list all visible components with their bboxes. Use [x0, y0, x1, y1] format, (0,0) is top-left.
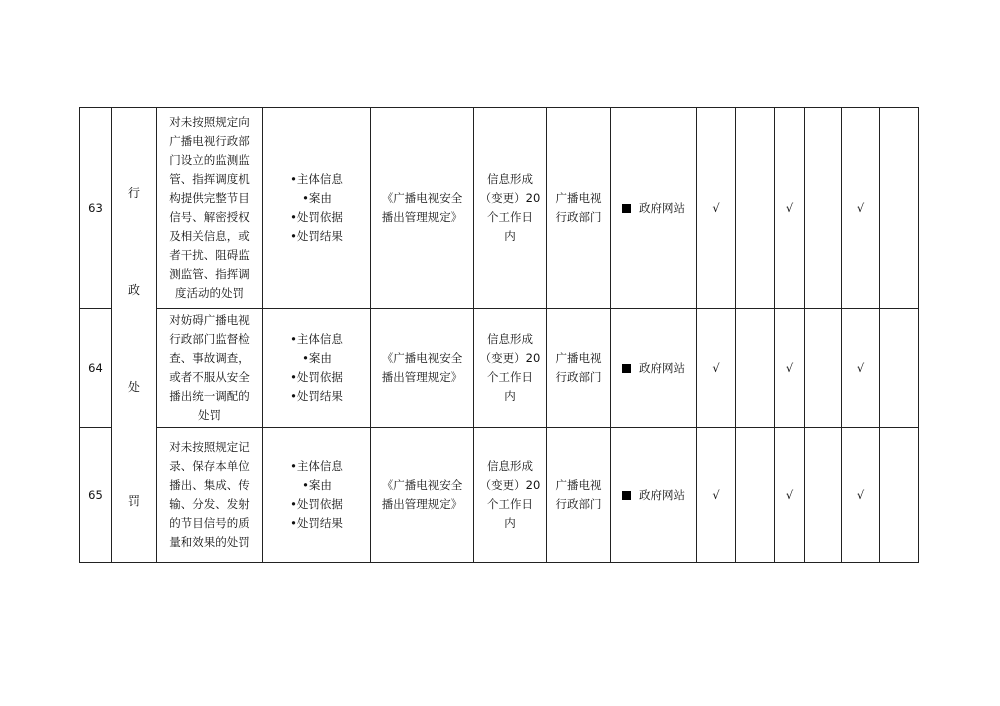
- content-list: [290, 457, 343, 533]
- matter-cell: [157, 108, 263, 309]
- time-limit-cell: [474, 428, 547, 563]
- content-item: •主体信息: [290, 172, 343, 186]
- black-square-icon: [622, 491, 631, 500]
- cell-line: 度活动的处罚: [175, 286, 244, 300]
- channel-label: 政府网站: [639, 200, 685, 215]
- content-list: [290, 330, 343, 406]
- channel-cell: [611, 108, 697, 309]
- row-number: 63: [80, 108, 112, 309]
- content-item: •主体信息: [290, 332, 343, 346]
- content-cell: [263, 428, 371, 563]
- content-item: •案由: [302, 351, 332, 365]
- content-item: •处罚依据: [290, 370, 343, 384]
- basis-cell: [371, 428, 474, 563]
- table-row: [80, 108, 919, 309]
- cell-line: 播出、集成、传: [169, 478, 250, 492]
- cell-line: 《广播电视安全: [381, 191, 463, 205]
- check-mark-cell: √: [697, 108, 736, 309]
- content-item: •案由: [302, 478, 332, 492]
- disclosure-table: [79, 107, 919, 563]
- check-mark-cell: √: [842, 108, 880, 309]
- check-mark-cell: √: [775, 428, 805, 563]
- content-item: •处罚结果: [290, 389, 343, 403]
- content-item: •主体信息: [290, 459, 343, 473]
- empty-cell: [880, 428, 919, 563]
- cell-line: 的节目信号的质: [169, 516, 250, 530]
- empty-cell: [805, 428, 842, 563]
- cell-line: 内: [504, 229, 516, 243]
- row-number: 65: [80, 428, 112, 563]
- cell-line: 行政部门: [555, 497, 602, 511]
- cell-line: 对未按照规定记: [169, 440, 250, 454]
- cell-line: 行政部门监督检: [169, 332, 250, 346]
- cell-line: 查、事故调查，: [169, 351, 250, 365]
- empty-cell: [736, 108, 775, 309]
- cell-line: 量和效果的处罚: [169, 535, 250, 549]
- cell-line: 输、分发、发射: [169, 497, 250, 511]
- content-item: •处罚结果: [290, 229, 343, 243]
- category-char: 政: [127, 283, 140, 297]
- cell-line: 门设立的监测监: [169, 153, 250, 167]
- cell-line: 播出管理规定》: [381, 210, 463, 224]
- basis-cell: [371, 309, 474, 428]
- cell-line: 播出管理规定》: [381, 370, 463, 384]
- check-mark-cell: √: [775, 309, 805, 428]
- content-item: •处罚依据: [290, 210, 343, 224]
- cell-line: 内: [504, 389, 516, 403]
- empty-cell: [880, 309, 919, 428]
- category-char: 罚: [127, 494, 140, 508]
- cell-line: 行政部门: [555, 370, 602, 384]
- cell-line: 者干扰、阻碍监: [169, 248, 250, 262]
- category-cell: [112, 108, 157, 563]
- subject-cell: [547, 108, 611, 309]
- cell-line: 管、指挥调度机: [169, 172, 250, 186]
- cell-line: 信息形成: [487, 459, 533, 473]
- table-row: [80, 309, 919, 428]
- cell-line: 测监管、指挥调: [169, 267, 250, 281]
- cell-line: 行政部门: [555, 210, 602, 224]
- cell-line: 《广播电视安全: [381, 351, 463, 365]
- cell-line: 对妨碍广播电视: [169, 313, 250, 327]
- channel-label: 政府网站: [639, 360, 685, 375]
- basis-cell: [371, 108, 474, 309]
- cell-line: 《广播电视安全: [381, 478, 463, 492]
- cell-line: 个工作日: [487, 210, 533, 224]
- empty-cell: [805, 108, 842, 309]
- cell-line: 构提供完整节目: [169, 191, 250, 205]
- cell-line: 广播电视: [555, 191, 602, 205]
- black-square-icon: [622, 204, 631, 213]
- empty-cell: [805, 309, 842, 428]
- check-mark-cell: √: [697, 428, 736, 563]
- table-row: [80, 428, 919, 563]
- subject-cell: [547, 309, 611, 428]
- cell-line: （变更）20: [479, 478, 541, 492]
- empty-cell: [880, 108, 919, 309]
- channel-cell: [611, 309, 697, 428]
- cell-line: 信号、解密授权: [169, 210, 250, 224]
- cell-line: 广播电视行政部: [169, 134, 250, 148]
- check-mark-cell: √: [697, 309, 736, 428]
- cell-line: 处罚: [198, 408, 221, 422]
- matter-cell: [157, 428, 263, 563]
- cell-line: 广播电视: [555, 478, 602, 492]
- check-mark-cell: √: [842, 428, 880, 563]
- content-cell: [263, 108, 371, 309]
- empty-cell: [736, 309, 775, 428]
- category-char: 处: [127, 380, 140, 394]
- content-item: •案由: [302, 191, 332, 205]
- row-number: 64: [80, 309, 112, 428]
- matter-cell: [157, 309, 263, 428]
- content-item: •处罚依据: [290, 497, 343, 511]
- cell-line: （变更）20: [479, 351, 541, 365]
- cell-line: 广播电视: [555, 351, 602, 365]
- content-list: [290, 170, 343, 246]
- cell-line: 或者不服从安全: [169, 370, 250, 384]
- empty-cell: [736, 428, 775, 563]
- cell-line: 信息形成: [487, 332, 533, 346]
- content-cell: [263, 309, 371, 428]
- channel-cell: [611, 428, 697, 563]
- cell-line: 播出管理规定》: [381, 497, 463, 511]
- black-square-icon: [622, 364, 631, 373]
- cell-line: 播出统一调配的: [169, 389, 250, 403]
- cell-line: 录、保存本单位: [169, 459, 250, 473]
- content-item: •处罚结果: [290, 516, 343, 530]
- channel-label: 政府网站: [639, 487, 685, 502]
- cell-line: 内: [504, 516, 516, 530]
- check-mark-cell: √: [775, 108, 805, 309]
- category-char: 行: [127, 186, 140, 200]
- cell-line: 信息形成: [487, 172, 533, 186]
- cell-line: 个工作日: [487, 370, 533, 384]
- check-mark-cell: √: [842, 309, 880, 428]
- subject-cell: [547, 428, 611, 563]
- cell-line: 对未按照规定向: [169, 115, 250, 129]
- time-limit-cell: [474, 309, 547, 428]
- cell-line: 个工作日: [487, 497, 533, 511]
- cell-line: （变更）20: [479, 191, 541, 205]
- cell-line: 及相关信息，或: [169, 229, 250, 243]
- time-limit-cell: [474, 108, 547, 309]
